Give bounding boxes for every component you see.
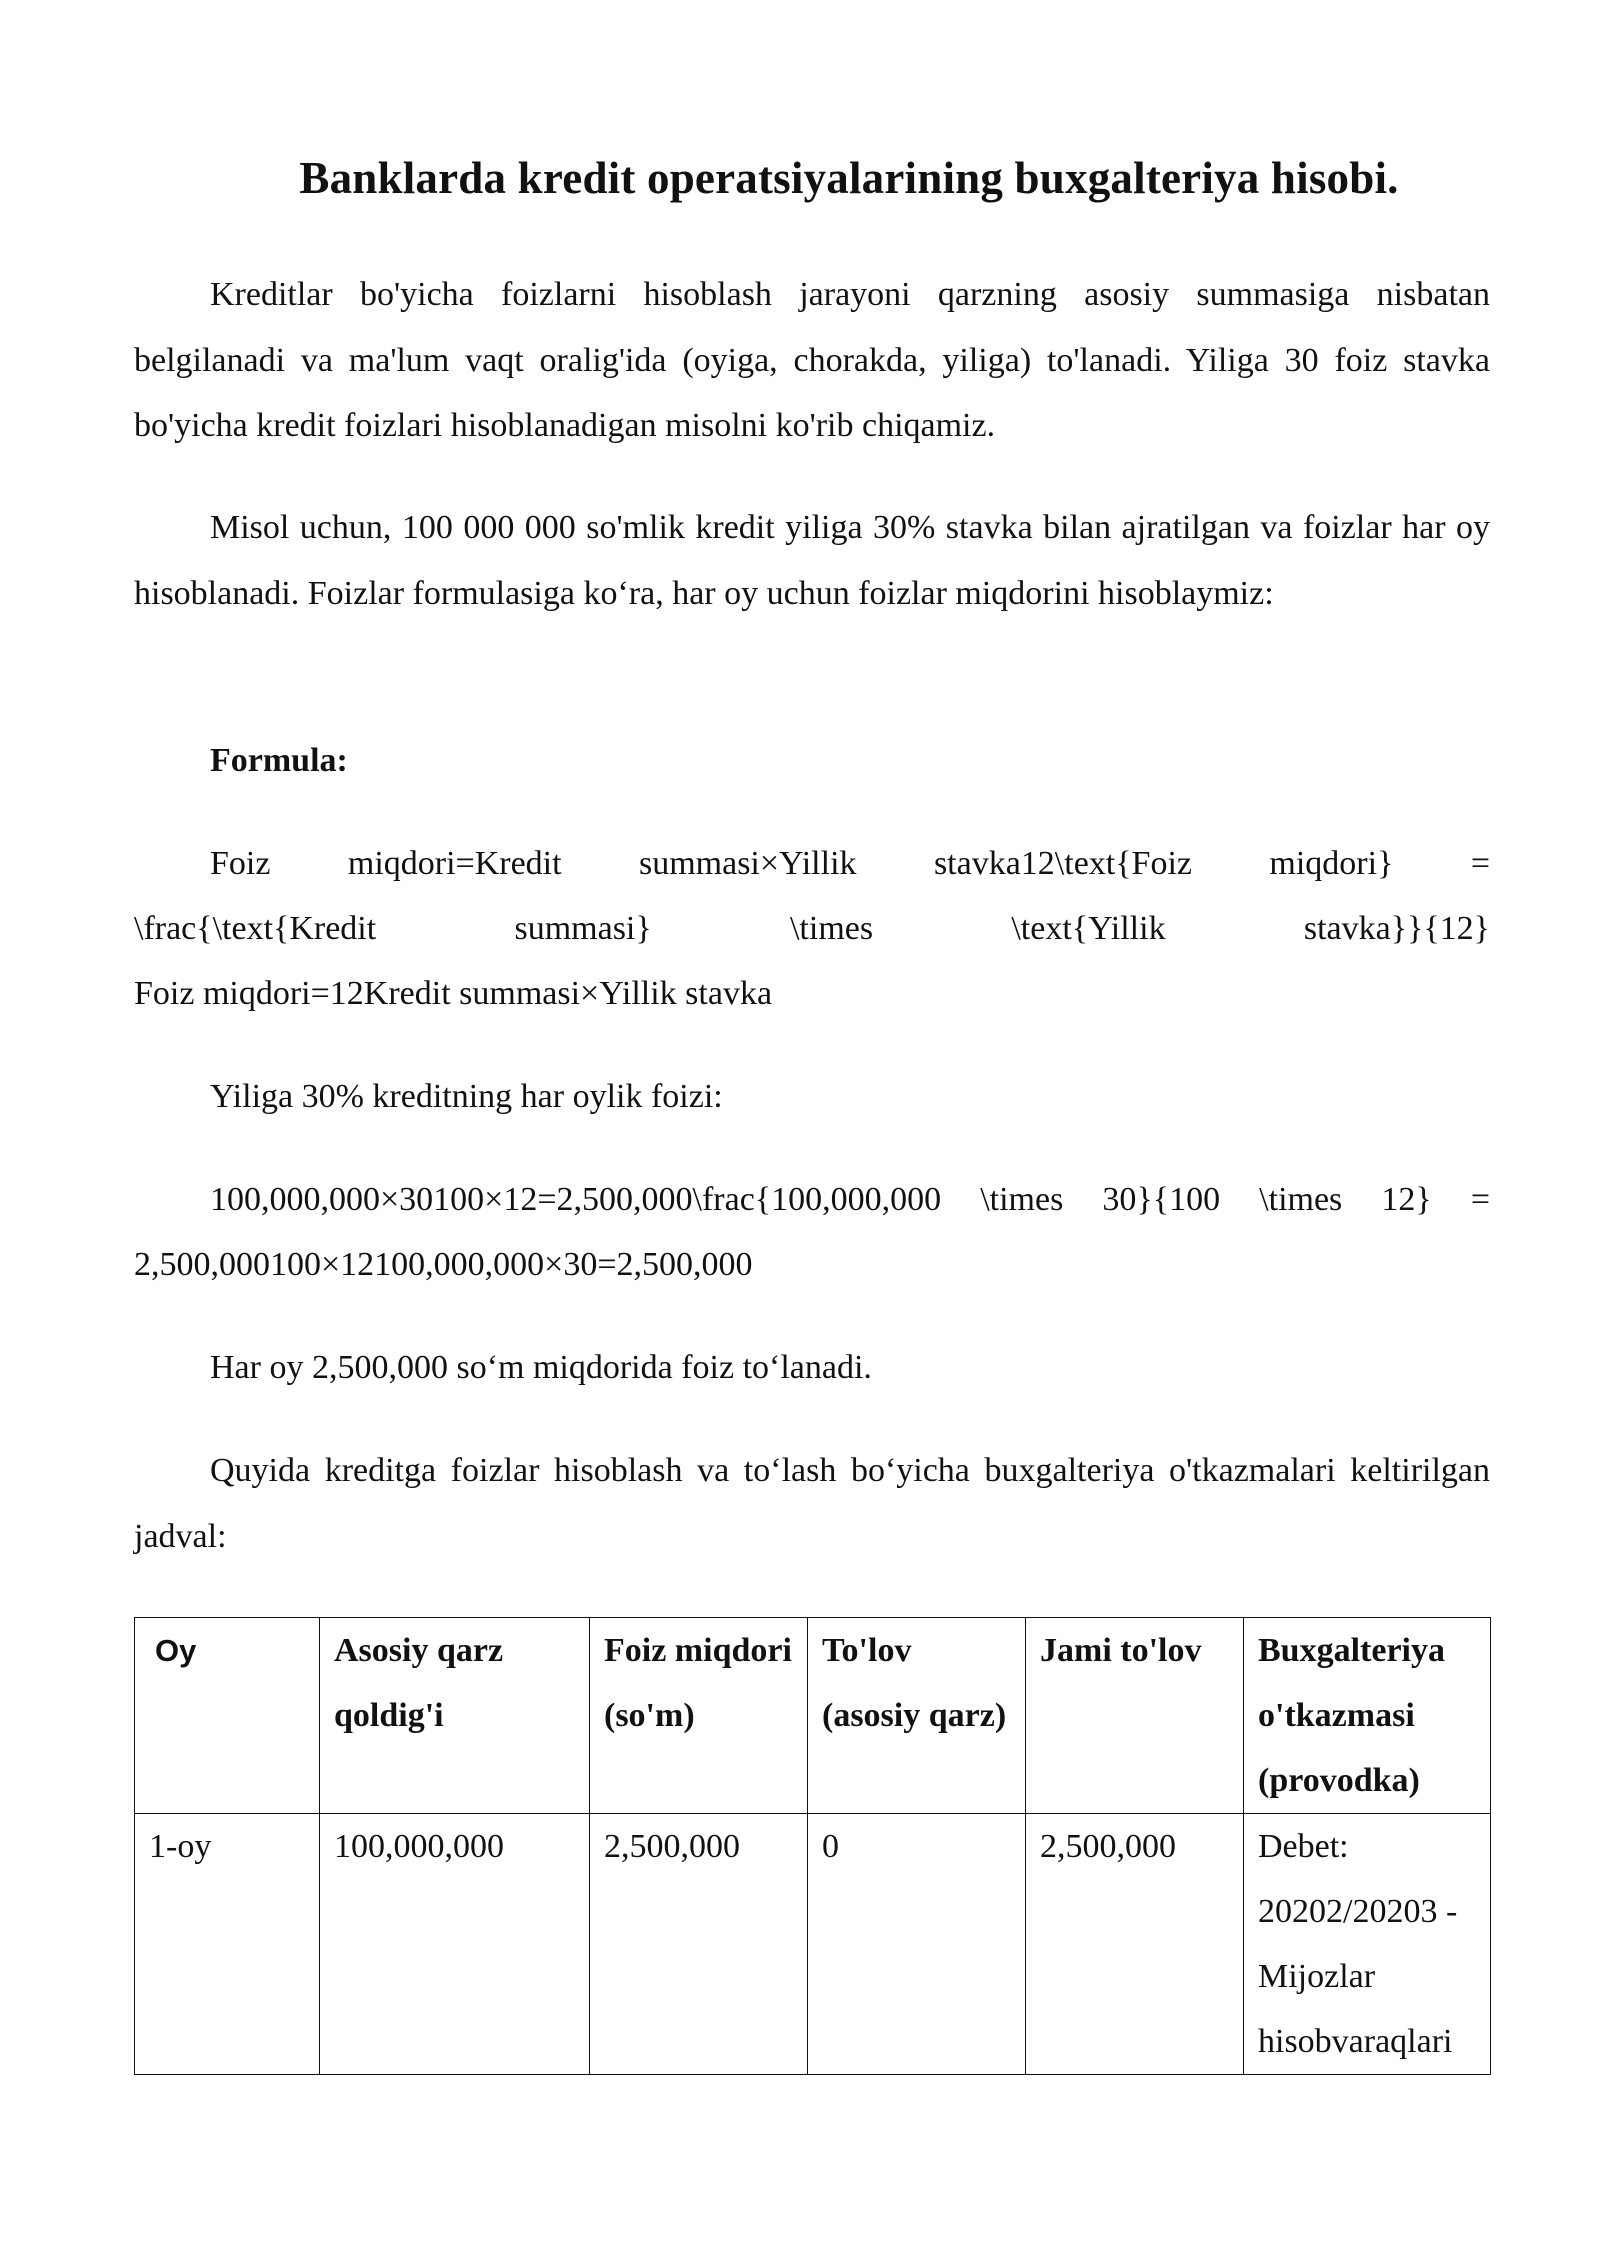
formula-line-1: Foiz miqdori=Kredit summasi×Yillik stavka12\text{Foiz miqdori} =	[210, 845, 1490, 882]
header-oy: Oy	[135, 1618, 320, 1814]
cell-foiz-miqdori: 2,500,000	[590, 1814, 808, 2075]
header-tolov: To'lov (asosiy qarz)	[808, 1618, 1026, 1814]
calculation-line-2: 2,500,000100×12100,000,000×30=2,500,000	[134, 1246, 753, 1283]
paragraph-intro: Kreditlar bo'yicha foizlarni hisoblash jarayoni qarzning asosiy summasiga nisbatan belgilanadi va ma'lum vaqt oralig'ida (oyiga, chorakda, yiliga) to'lanadi. Yiliga 30 foiz stavka bo'yicha kredit foizlari hisoblanadigan misolni ko'rib chiqamiz.	[134, 276, 1490, 444]
cell-buxgalteriya: Debet: 20202/20203 - Mijozlar hisobvaraqlari	[1244, 1814, 1491, 2075]
cell-asosiy-qarz: 100,000,000	[320, 1814, 590, 2075]
header-asosiy-qarz: Asosiy qarz qoldig'i	[320, 1618, 590, 1814]
cell-oy: 1-oy	[135, 1814, 320, 2075]
header-buxgalteriya: Buxgalteriya o'tkazmasi (provodka)	[1244, 1618, 1491, 1814]
header-foiz-miqdori: Foiz miqdori (so'm)	[590, 1618, 808, 1814]
table-header-row	[135, 1618, 1491, 1814]
calculation-line-1: 100,000,000×30100×12=2,500,000\frac{100,000,000 \times 30}{100 \times 12} =	[210, 1181, 1490, 1218]
header-jami-tolov: Jami to'lov	[1026, 1618, 1244, 1814]
monthly-interest-label: Yiliga 30% kreditning har oylik foizi:	[210, 1078, 723, 1115]
cell-tolov: 0	[808, 1814, 1026, 2075]
cell-jami-tolov: 2,500,000	[1026, 1814, 1244, 2075]
document-title: Banklarda kredit operatsiyalarining buxgalteriya hisobi.	[299, 153, 1399, 203]
formula-heading: Formula:	[210, 742, 348, 779]
formula-line-2: \frac{\text{Kredit summasi} \times \text{Yillik stavka}}{12}	[134, 910, 1490, 947]
accounting-table	[134, 1617, 1491, 2075]
table-row	[135, 1814, 1491, 2075]
table-intro: Quyida kreditga foizlar hisoblash va to‘lash bo‘yicha buxgalteriya o'tkazmalari keltirilgan jadval:	[134, 1452, 1490, 1555]
formula-line-3: Foiz miqdori=12Kredit summasi×Yillik stavka	[134, 975, 773, 1012]
paragraph-example: Misol uchun, 100 000 000 so'mlik kredit yiliga 30% stavka bilan ajratilgan va foizlar har oy hisoblanadi. Foizlar formulasiga ko‘ra, har oy uchun foizlar miqdorini hisoblaymiz:	[134, 509, 1490, 612]
result-statement: Har oy 2,500,000 so‘m miqdorida foiz to‘lanadi.	[210, 1349, 872, 1386]
